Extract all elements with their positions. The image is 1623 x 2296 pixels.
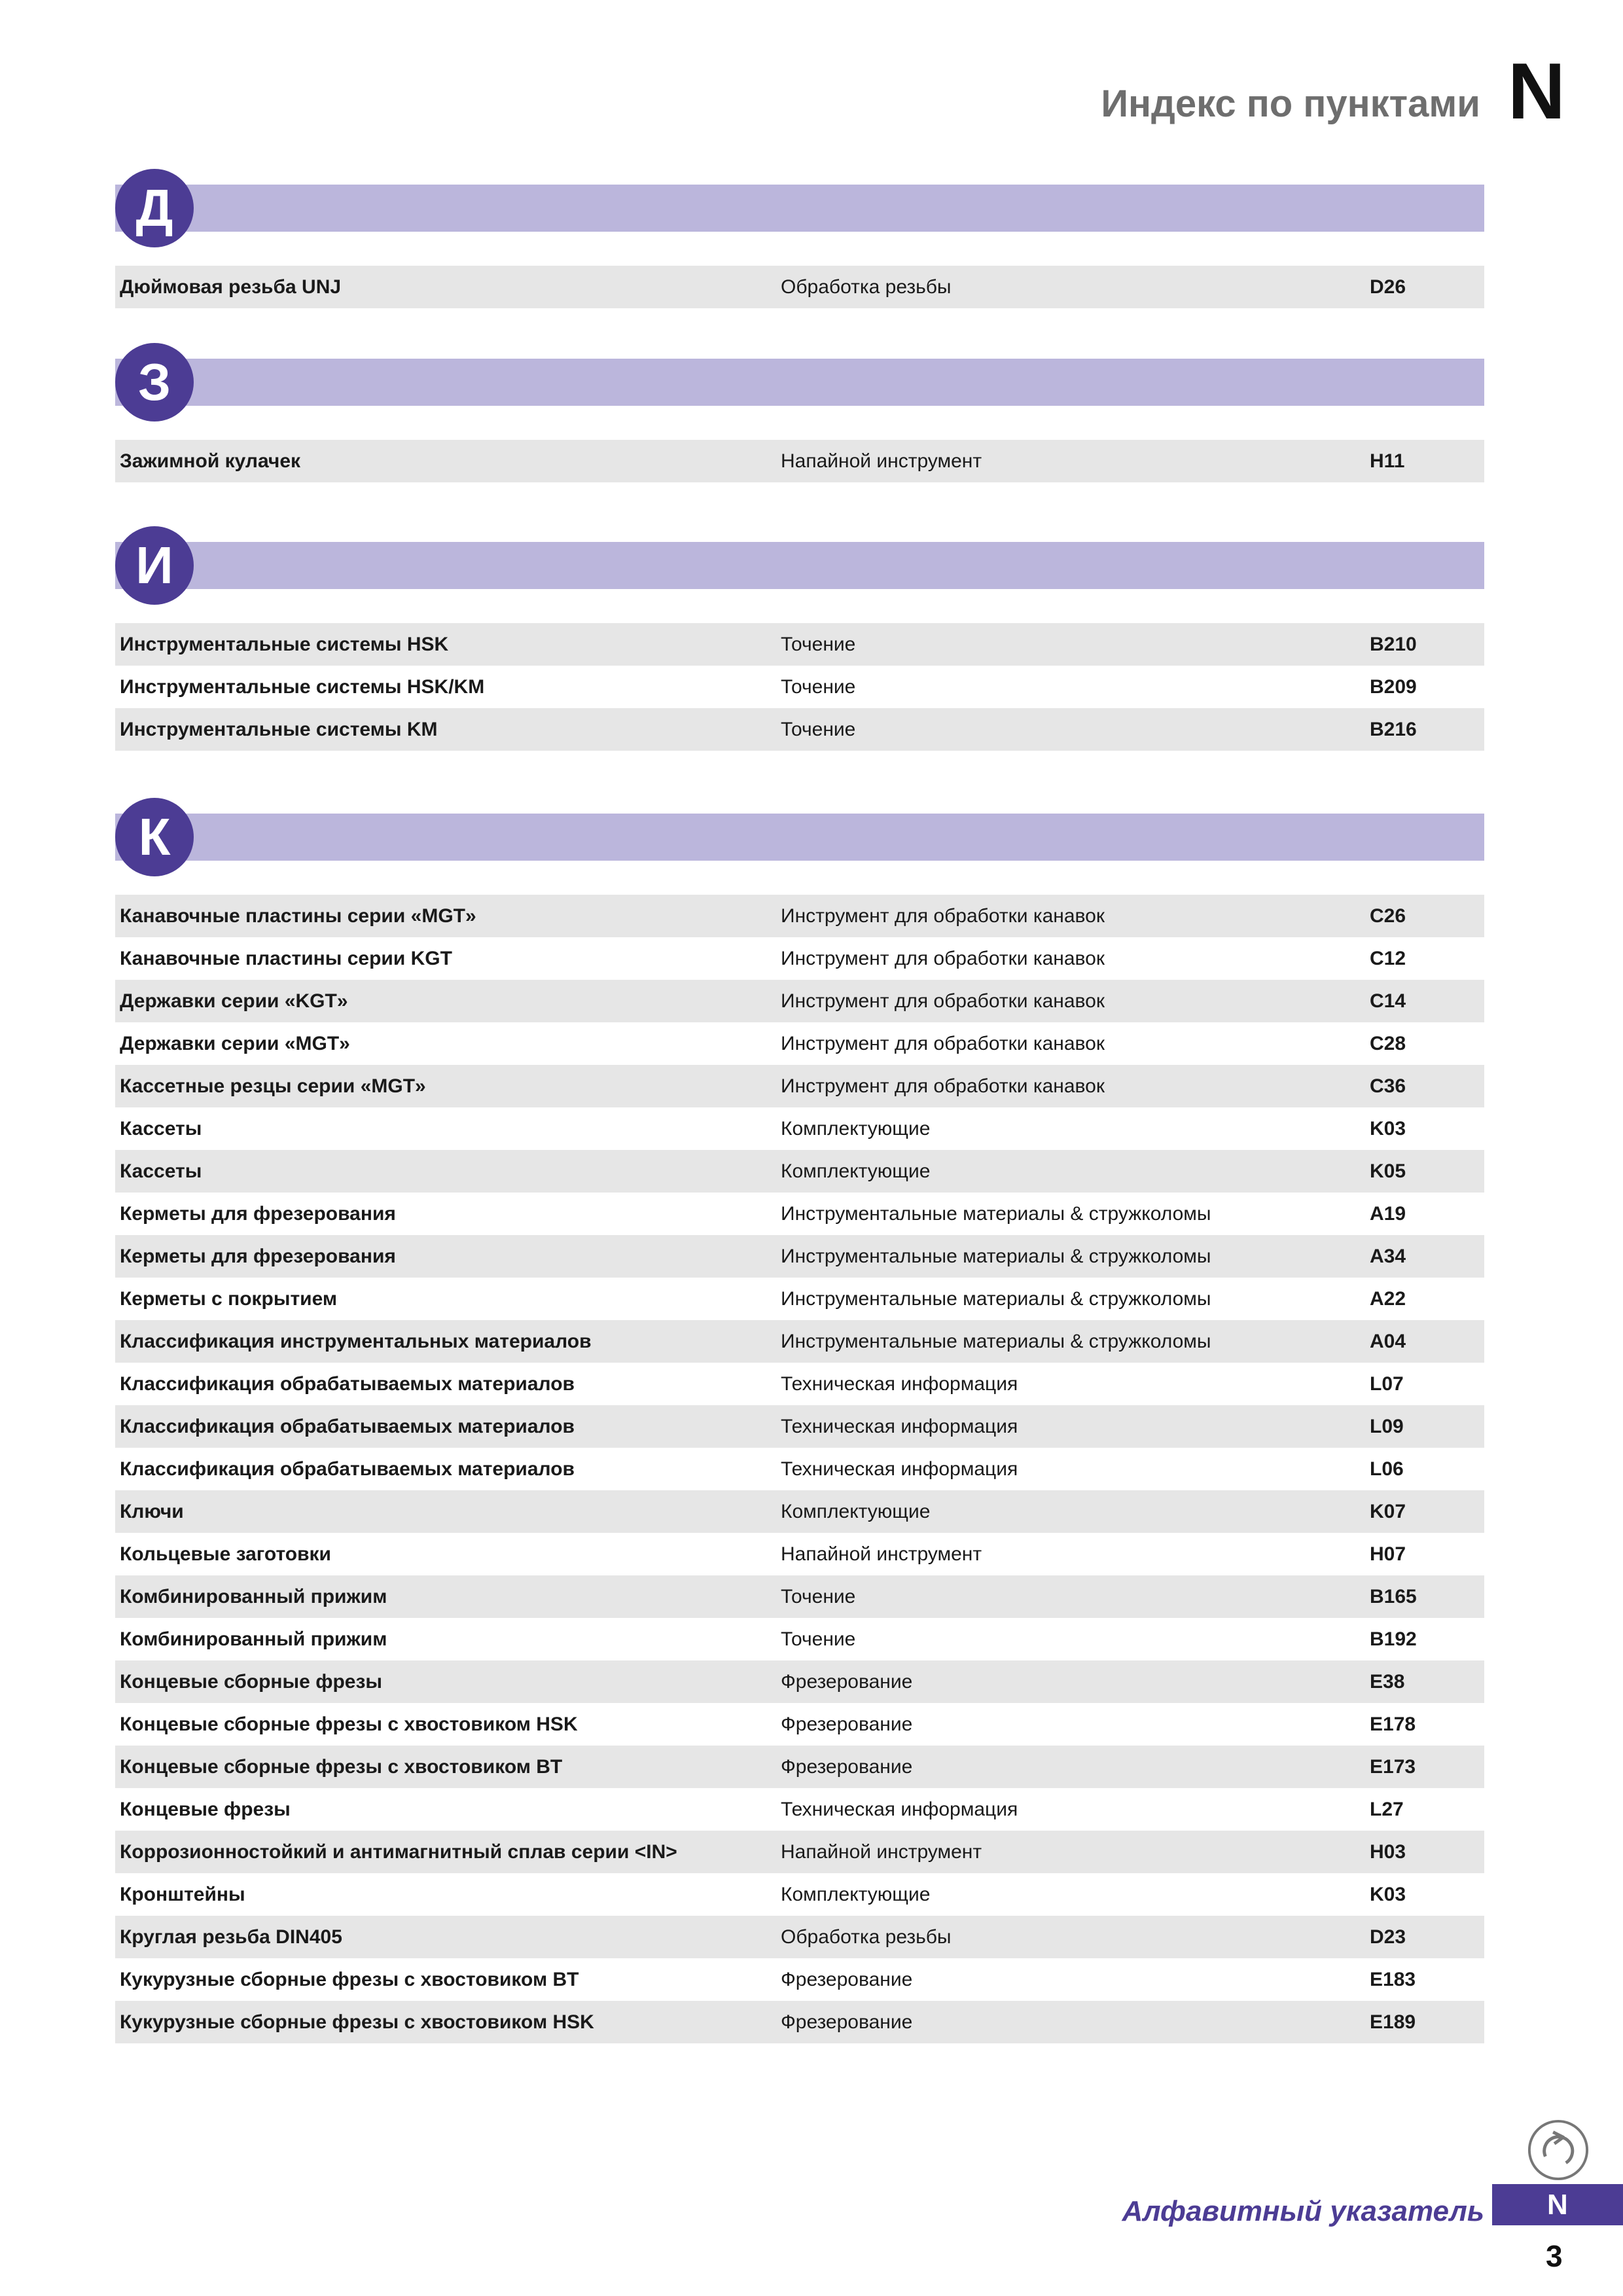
section-bar	[115, 359, 1484, 406]
section-letter-badge: К	[115, 798, 194, 876]
index-list	[115, 895, 1484, 2043]
page-title: Индекс по пунктами	[1101, 82, 1480, 125]
index-list	[115, 266, 1484, 308]
index-row	[115, 666, 1484, 708]
index-item: Зажимной кулачек	[120, 450, 301, 472]
index-category: Техническая информация	[781, 1415, 1018, 1437]
index-row	[115, 1278, 1484, 1320]
index-page-ref[interactable]: E173	[1370, 1755, 1416, 1778]
index-row	[115, 1107, 1484, 1150]
index-category: Инструментальные материалы & стружколомы	[781, 1245, 1211, 1267]
index-row	[115, 440, 1484, 482]
index-category: Точение	[781, 633, 856, 655]
index-row	[115, 1150, 1484, 1193]
index-page-ref[interactable]: B192	[1370, 1628, 1417, 1650]
index-page-ref[interactable]: B210	[1370, 633, 1417, 655]
index-row	[115, 895, 1484, 937]
index-category: Инструментальные материалы & стружколомы	[781, 1202, 1211, 1225]
index-page-ref[interactable]: B216	[1370, 718, 1417, 740]
index-row	[115, 1363, 1484, 1405]
index-item: Комбинированный прижим	[120, 1585, 387, 1607]
index-page-ref[interactable]: L27	[1370, 1798, 1404, 1820]
index-row	[115, 1831, 1484, 1873]
index-category: Фрезерование	[781, 1713, 913, 1735]
index-page-ref[interactable]: B165	[1370, 1585, 1417, 1607]
index-row	[115, 708, 1484, 751]
index-row	[115, 1746, 1484, 1788]
index-page-ref[interactable]: L06	[1370, 1458, 1404, 1480]
index-row	[115, 1788, 1484, 1831]
index-category: Напайной инструмент	[781, 450, 982, 472]
index-page-ref[interactable]: E178	[1370, 1713, 1416, 1735]
index-category: Инструмент для обработки канавок	[781, 905, 1105, 927]
index-page-ref[interactable]: C26	[1370, 905, 1406, 927]
index-page-ref[interactable]: E183	[1370, 1968, 1416, 1990]
index-page-ref[interactable]: K07	[1370, 1500, 1406, 1522]
index-page-ref[interactable]: A34	[1370, 1245, 1406, 1267]
index-item: Классификация обрабатываемых материалов	[120, 1415, 575, 1437]
index-category: Инструмент для обработки канавок	[781, 990, 1105, 1012]
index-row	[115, 937, 1484, 980]
index-category: Обработка резьбы	[781, 276, 952, 298]
section-letter-badge: И	[115, 526, 194, 605]
index-category: Точение	[781, 1585, 856, 1607]
footer-section-title: Алфавитный указатель	[1122, 2195, 1484, 2227]
index-category: Комплектующие	[781, 1500, 931, 1522]
index-row	[115, 1405, 1484, 1448]
index-row	[115, 1193, 1484, 1235]
index-page-ref[interactable]: D26	[1370, 276, 1406, 298]
index-row	[115, 1618, 1484, 1660]
section-letter-badge: З	[115, 343, 194, 422]
index-category: Комплектующие	[781, 1160, 931, 1182]
index-row	[115, 1916, 1484, 1958]
index-page-ref[interactable]: L09	[1370, 1415, 1404, 1437]
index-item: Канавочные пластины серии KGT	[120, 947, 452, 969]
index-item: Кукурузные сборные фрезы с хвостовиком HSK	[120, 2011, 594, 2033]
index-row	[115, 1490, 1484, 1533]
index-category: Точение	[781, 675, 856, 698]
index-item: Классификация обрабатываемых материалов	[120, 1458, 575, 1480]
footer-tab-letter: N	[1547, 2188, 1568, 2221]
index-row	[115, 1575, 1484, 1618]
index-category: Фрезерование	[781, 2011, 913, 2033]
header-letter: N	[1507, 46, 1565, 135]
index-item: Концевые сборные фрезы	[120, 1670, 382, 1693]
index-item: Круглая резьба DIN405	[120, 1926, 342, 1948]
index-item: Кукурузные сборные фрезы с хвостовиком BT	[120, 1968, 579, 1990]
index-page-ref[interactable]: E189	[1370, 2011, 1416, 2033]
index-page-ref[interactable]: C14	[1370, 990, 1406, 1012]
index-page-ref[interactable]: C12	[1370, 947, 1406, 969]
index-item: Концевые сборные фрезы с хвостовиком BT	[120, 1755, 563, 1778]
index-item: Керметы для фрезерования	[120, 1202, 396, 1225]
page-header	[1101, 46, 1565, 135]
index-item: Кассеты	[120, 1117, 202, 1139]
index-category: Инструментальные материалы & стружколомы	[781, 1330, 1211, 1352]
index-row	[115, 1533, 1484, 1575]
section-bar	[115, 814, 1484, 861]
index-category: Инструмент для обработки канавок	[781, 1032, 1105, 1054]
page-number: 3	[1546, 2239, 1563, 2273]
index-row	[115, 1660, 1484, 1703]
index-page-ref[interactable]: A04	[1370, 1330, 1406, 1352]
index-item: Комбинированный прижим	[120, 1628, 387, 1650]
index-item: Кассетные резцы серии «MGT»	[120, 1075, 426, 1097]
index-row	[115, 1022, 1484, 1065]
index-category: Комплектующие	[781, 1883, 931, 1905]
index-page-ref[interactable]: A22	[1370, 1287, 1406, 1310]
index-item: Кронштейны	[120, 1883, 245, 1905]
index-item: Концевые сборные фрезы с хвостовиком HSK	[120, 1713, 578, 1735]
rotate-arrow-icon[interactable]	[1526, 2118, 1590, 2182]
index-page-ref[interactable]: K05	[1370, 1160, 1406, 1182]
index-row	[115, 1320, 1484, 1363]
index-category: Фрезерование	[781, 1968, 913, 1990]
index-item: Коррозионностойкий и антимагнитный сплав серии <IN>	[120, 1840, 677, 1863]
index-page-ref[interactable]: H03	[1370, 1840, 1406, 1863]
index-category: Техническая информация	[781, 1458, 1018, 1480]
index-category: Напайной инструмент	[781, 1543, 982, 1565]
index-page-ref[interactable]: K03	[1370, 1117, 1406, 1139]
index-item: Инструментальные системы KM	[120, 718, 438, 740]
index-row	[115, 1235, 1484, 1278]
index-item: Дюймовая резьба UNJ	[120, 276, 342, 298]
index-page-ref[interactable]: B209	[1370, 675, 1417, 698]
index-row	[115, 1448, 1484, 1490]
index-category: Комплектующие	[781, 1117, 931, 1139]
index-item: Державки серии «MGT»	[120, 1032, 350, 1054]
index-item: Ключи	[120, 1500, 184, 1522]
index-category: Техническая информация	[781, 1372, 1018, 1395]
index-category: Фрезерование	[781, 1670, 913, 1693]
index-row	[115, 1703, 1484, 1746]
index-category: Напайной инструмент	[781, 1840, 982, 1863]
index-page-ref[interactable]: L07	[1370, 1372, 1404, 1395]
index-page-ref[interactable]: D23	[1370, 1926, 1406, 1948]
index-item: Инструментальные системы HSK/KM	[120, 675, 485, 698]
index-row	[115, 266, 1484, 308]
index-row	[115, 1958, 1484, 2001]
index-row	[115, 1873, 1484, 1916]
index-item: Керметы для фрезерования	[120, 1245, 396, 1267]
section-letter-badge: Д	[115, 169, 194, 247]
section-bar	[115, 542, 1484, 589]
index-row	[115, 1065, 1484, 1107]
index-page-ref[interactable]: C28	[1370, 1032, 1406, 1054]
index-category: Точение	[781, 718, 856, 740]
index-item: Концевые фрезы	[120, 1798, 291, 1820]
index-page-ref[interactable]: E38	[1370, 1670, 1405, 1693]
index-row	[115, 980, 1484, 1022]
section-bar	[115, 185, 1484, 232]
index-item: Классификация обрабатываемых материалов	[120, 1372, 575, 1395]
index-category: Обработка резьбы	[781, 1926, 952, 1948]
index-category: Инструментальные материалы & стружколомы	[781, 1287, 1211, 1310]
index-page-ref[interactable]: C36	[1370, 1075, 1406, 1097]
index-page-ref[interactable]: K03	[1370, 1883, 1406, 1905]
index-item: Канавочные пластины серии «MGT»	[120, 905, 476, 927]
index-list	[115, 623, 1484, 751]
index-item: Классификация инструментальных материалов	[120, 1330, 592, 1352]
index-page-ref[interactable]: H11	[1370, 450, 1405, 472]
index-item: Кольцевые заготовки	[120, 1543, 331, 1565]
index-row	[115, 2001, 1484, 2043]
index-category: Точение	[781, 1628, 856, 1650]
index-category: Инструмент для обработки канавок	[781, 1075, 1105, 1097]
index-row	[115, 623, 1484, 666]
index-page-ref[interactable]: H07	[1370, 1543, 1406, 1565]
index-item: Инструментальные системы HSK	[120, 633, 449, 655]
footer-section-tab[interactable]	[1492, 2184, 1623, 2225]
index-page-ref[interactable]: A19	[1370, 1202, 1406, 1225]
index-category: Техническая информация	[781, 1798, 1018, 1820]
index-list	[115, 440, 1484, 482]
index-item: Кассеты	[120, 1160, 202, 1182]
index-category: Инструмент для обработки канавок	[781, 947, 1105, 969]
index-category: Фрезерование	[781, 1755, 913, 1778]
index-item: Державки серии «KGT»	[120, 990, 348, 1012]
index-item: Керметы с покрытием	[120, 1287, 338, 1310]
